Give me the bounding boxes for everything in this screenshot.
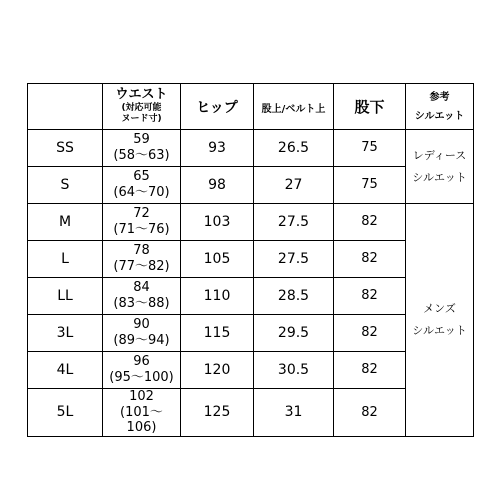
inseam-value: 75 — [334, 167, 406, 204]
size-label: 5L — [28, 389, 103, 437]
hip-value: 115 — [181, 315, 254, 352]
waist-value: 102 — [129, 389, 154, 404]
header-hip-label: ヒップ — [196, 99, 238, 116]
size-label: L — [28, 241, 103, 278]
waist-value: 96 — [133, 354, 150, 370]
header-size — [28, 84, 103, 130]
mens-silhouette-line2: シルエット — [412, 323, 467, 337]
header-waist-note-1: (対応可能 — [121, 102, 162, 113]
waist-cell — [103, 204, 181, 241]
inseam-value: 82 — [334, 315, 406, 352]
rise-value: 27.5 — [254, 204, 334, 241]
size-label: LL — [28, 278, 103, 315]
mens-silhouette-cell — [406, 204, 474, 437]
inseam-value: 82 — [334, 278, 406, 315]
waist-range: (95〜100) — [109, 370, 174, 385]
waist-value: 78 — [133, 243, 150, 259]
waist-value: 90 — [133, 317, 150, 333]
header-waist — [103, 84, 181, 130]
hip-value: 103 — [181, 204, 254, 241]
header-hip — [181, 84, 254, 130]
rise-value: 29.5 — [254, 315, 334, 352]
rise-value: 26.5 — [254, 130, 334, 167]
header-waist-label: ウエスト — [115, 87, 168, 103]
waist-cell — [103, 389, 181, 437]
size-label: 3L — [28, 315, 103, 352]
waist-range: (89〜94) — [113, 333, 170, 348]
waist-value: 72 — [133, 206, 150, 222]
inseam-value: 82 — [334, 241, 406, 278]
hip-value: 120 — [181, 352, 254, 389]
inseam-value: 82 — [334, 352, 406, 389]
mens-silhouette-line1: メンズ — [423, 301, 456, 315]
hip-value: 105 — [181, 241, 254, 278]
header-reference — [406, 84, 474, 130]
header-rise — [254, 84, 334, 130]
waist-cell — [103, 167, 181, 204]
waist-range: (83〜88) — [113, 296, 170, 311]
header-reference-sub: シルエット — [414, 110, 465, 122]
table-row — [28, 130, 474, 167]
waist-range-line1: (101〜 — [120, 404, 163, 420]
waist-range: (58〜63) — [113, 148, 170, 163]
header-waist-note-2: ヌード寸) — [121, 114, 162, 125]
hip-value: 93 — [181, 130, 254, 167]
waist-cell — [103, 352, 181, 389]
waist-cell — [103, 315, 181, 352]
waist-value: 59 — [133, 132, 150, 148]
waist-cell — [103, 278, 181, 315]
size-label: 4L — [28, 352, 103, 389]
rise-value: 27.5 — [254, 241, 334, 278]
rise-value: 28.5 — [254, 278, 334, 315]
waist-value: 84 — [133, 280, 150, 296]
inseam-value: 82 — [334, 204, 406, 241]
inseam-value: 82 — [334, 389, 406, 437]
header-rise-label: 股上/ベルト上 — [261, 103, 326, 115]
inseam-value: 75 — [334, 130, 406, 167]
size-label: SS — [28, 130, 103, 167]
ladies-silhouette-line1: レディース — [412, 148, 467, 162]
header-reference-label: 参考 — [429, 91, 450, 103]
rise-value: 27 — [254, 167, 334, 204]
size-label: S — [28, 167, 103, 204]
waist-range: (71〜76) — [113, 222, 170, 237]
ladies-silhouette-line2: シルエット — [412, 170, 467, 184]
hip-value: 125 — [181, 389, 254, 437]
size-label: M — [28, 204, 103, 241]
waist-cell — [103, 241, 181, 278]
hip-value: 110 — [181, 278, 254, 315]
waist-range: (77〜82) — [113, 259, 170, 274]
size-chart-table — [27, 83, 474, 437]
waist-range: (64〜70) — [113, 185, 170, 200]
ladies-silhouette-cell — [406, 130, 474, 204]
rise-value: 31 — [254, 389, 334, 437]
waist-cell — [103, 130, 181, 167]
waist-range-line2: 106) — [126, 420, 157, 436]
header-inseam — [334, 84, 406, 130]
table-row — [28, 204, 474, 241]
header-inseam-label: 股下 — [354, 97, 385, 116]
hip-value: 98 — [181, 167, 254, 204]
waist-value: 65 — [133, 169, 150, 185]
table-header-row — [28, 84, 474, 130]
rise-value: 30.5 — [254, 352, 334, 389]
